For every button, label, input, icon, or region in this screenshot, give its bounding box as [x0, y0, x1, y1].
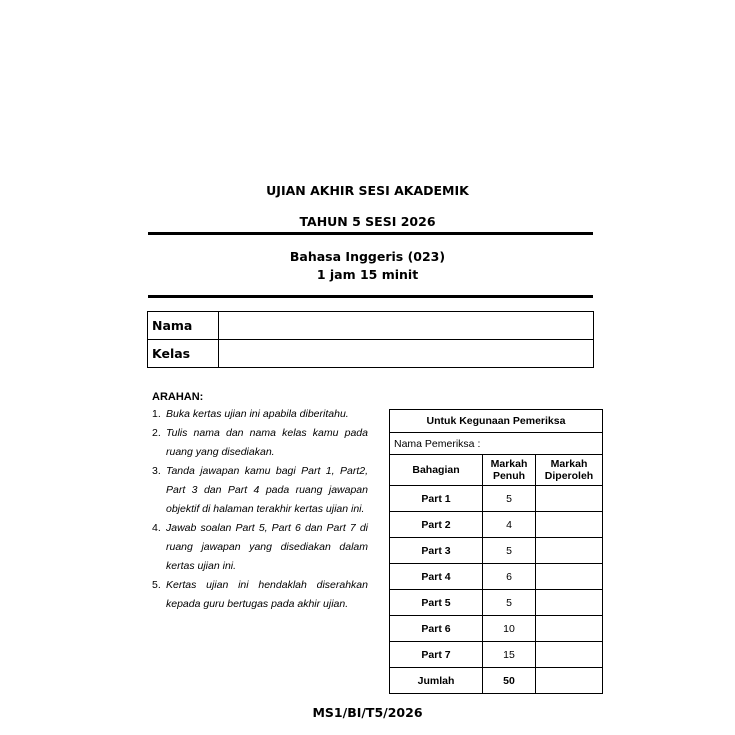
year-session: TAHUN 5 SESI 2026	[299, 214, 436, 229]
instruction-item: 3. Tanda jawapan kamu bagi Part 1, Part2, Part 3 dan Part 4 pada ruang jawapan objektif di halaman terakhir kertas ujian ini.	[152, 465, 368, 515]
part-cell: Part 2	[390, 512, 483, 538]
obtained-cell[interactable]	[536, 590, 603, 616]
instruction-item: 4. Jawab soalan Part 5, Part 6 dan Part 7 di ruang jawapan yang disediakan dalam kertas ujian ini.	[152, 522, 368, 572]
table-row	[390, 538, 603, 564]
examiner-table-title-row	[390, 410, 603, 433]
instructions-list	[152, 405, 368, 614]
col-marks-obtained: Markah Diperoleh	[536, 455, 603, 486]
student-info-table	[147, 311, 594, 368]
subject-duration: 1 jam 15 minit	[316, 267, 419, 282]
table-row	[390, 616, 603, 642]
col-section: Bahagian	[390, 455, 483, 486]
obtained-cell[interactable]	[536, 642, 603, 668]
full-marks-cell: 4	[483, 512, 536, 538]
part-cell: Part 4	[390, 564, 483, 590]
full-marks-cell: 15	[483, 642, 536, 668]
obtained-cell[interactable]	[536, 564, 603, 590]
examiner-name-row	[390, 433, 603, 455]
obtained-cell[interactable]	[536, 486, 603, 512]
obtained-cell[interactable]	[536, 538, 603, 564]
class-field[interactable]	[219, 340, 594, 368]
part-cell: Part 3	[390, 538, 483, 564]
examiner-name-label: Nama Pemeriksa :	[390, 433, 603, 455]
instructions	[152, 389, 368, 614]
full-marks-cell: 6	[483, 564, 536, 590]
instructions-heading: ARAHAN:	[152, 391, 204, 403]
part-cell: Part 7	[390, 642, 483, 668]
examiner-table-title: Untuk Kegunaan Pemeriksa	[390, 410, 603, 433]
divider-bottom	[148, 295, 593, 298]
paper-code: MS1/BI/T5/2026	[312, 705, 423, 720]
table-row	[390, 642, 603, 668]
part-cell: Part 6	[390, 616, 483, 642]
examiner-table-header	[390, 455, 603, 486]
obtained-cell[interactable]	[536, 512, 603, 538]
full-marks-cell: 5	[483, 538, 536, 564]
full-marks-cell: 5	[483, 486, 536, 512]
total-label: Jumlah	[390, 668, 483, 694]
class-label: Kelas	[148, 340, 219, 368]
total-full-marks: 50	[483, 668, 536, 694]
instruction-item: 5. Kertas ujian ini hendaklah diserahkan kepada guru bertugas pada akhir ujian.	[152, 579, 368, 610]
table-row	[390, 564, 603, 590]
table-row	[390, 512, 603, 538]
class-row	[148, 340, 594, 368]
name-field[interactable]	[219, 312, 594, 340]
full-marks-cell: 10	[483, 616, 536, 642]
table-row	[390, 486, 603, 512]
instruction-item: 1. Buka kertas ujian ini apabila diberitahu.	[152, 408, 349, 420]
col-full-marks: Markah Penuh	[483, 455, 536, 486]
divider-top	[148, 232, 593, 235]
part-cell: Part 1	[390, 486, 483, 512]
name-row	[148, 312, 594, 340]
total-obtained[interactable]	[536, 668, 603, 694]
examiner-table	[389, 409, 603, 694]
subject-name: Bahasa Inggeris (023)	[289, 249, 446, 264]
obtained-cell[interactable]	[536, 616, 603, 642]
exam-title: UJIAN AKHIR SESI AKADEMIK	[266, 183, 469, 198]
name-label: Nama	[148, 312, 219, 340]
full-marks-cell: 5	[483, 590, 536, 616]
total-row	[390, 668, 603, 694]
part-cell: Part 5	[390, 590, 483, 616]
instruction-item: 2. Tulis nama dan nama kelas kamu pada ruang yang disediakan.	[152, 427, 368, 458]
table-row	[390, 590, 603, 616]
